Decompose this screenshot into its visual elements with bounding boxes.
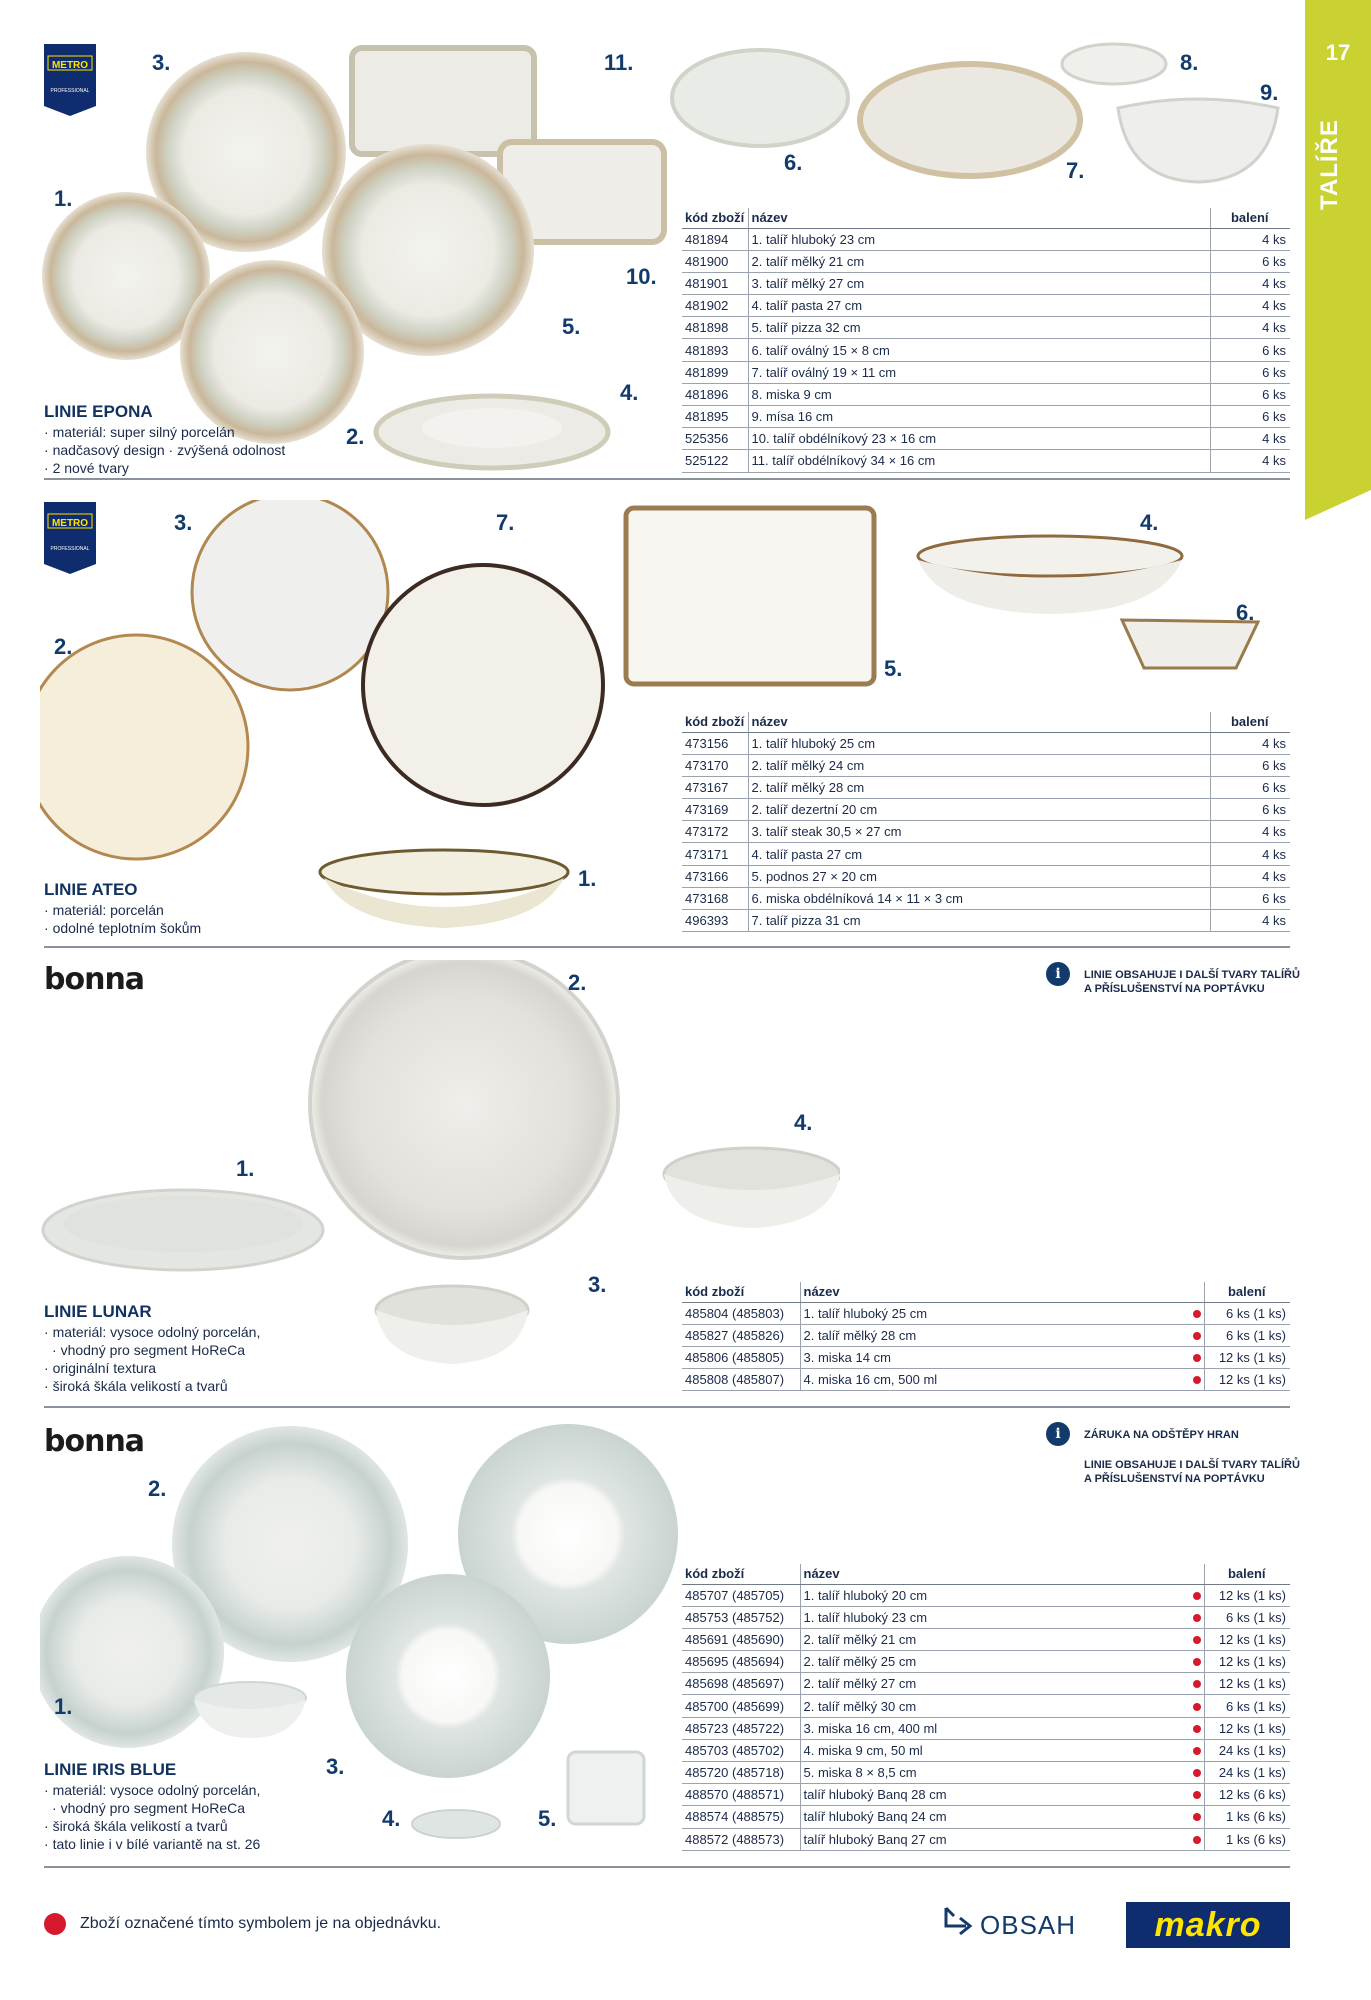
product-pack: 6 ks [1210,887,1290,909]
toc-arrow-icon [940,1904,976,1944]
product-pack: 6 ks [1210,754,1290,776]
table-row [682,865,1290,887]
product-code: 481898 [682,317,748,339]
product-pack: 4 ks [1210,272,1290,294]
product-name: 1. talíř hluboký 25 cm [748,732,1210,754]
order-dot [1190,1806,1205,1828]
table-row [682,317,1290,339]
epona-label-4: 4. [620,380,639,405]
product-pack: 4 ks [1210,295,1290,317]
epona-label-5: 5. [562,314,581,339]
product-code: 496393 [682,910,748,932]
order-dot [1190,1784,1205,1806]
product-code: 473172 [682,821,748,843]
epona-label-10: 10. [626,264,657,289]
table-row [682,1739,1290,1761]
product-name: 2. talíř mělký 21 cm [800,1628,1190,1650]
lunar-product-table [682,1282,1290,1391]
product-pack: 6 ks (1 ks) [1204,1302,1290,1324]
product-pack: 1 ks (6 ks) [1204,1806,1290,1828]
bonna-logo: bonna [44,962,145,997]
product-pack: 6 ks [1210,383,1290,405]
product-name: 3. talíř mělký 27 cm [748,272,1210,294]
product-code: 488570 (488571) [682,1784,800,1806]
epona-label-3: 3. [152,50,171,75]
footer-note: Zboží označené tímto symbolem je na objednávku. [80,1915,442,1932]
lunar-label-3: 3. [588,1272,607,1297]
product-code: 481900 [682,250,748,272]
section-divider [44,1406,1290,1408]
table-row [682,1628,1290,1650]
product-name: 7. talíř pizza 31 cm [748,910,1210,932]
feature-item: · vhodný pro segment HoReCa [44,1341,260,1359]
lunar-label-1: 1. [236,1156,255,1181]
product-name: 11. talíř obdélníkový 34 × 16 cm [748,450,1210,472]
product-pack: 12 ks (1 ks) [1204,1717,1290,1739]
table-row [682,887,1290,909]
col-pack-header: balení [1204,1282,1290,1302]
product-code: 481893 [682,339,748,361]
product-name: 1. talíř hluboký 25 cm [800,1302,1190,1324]
product-pack: 4 ks [1210,228,1290,250]
col-pack-header: balení [1204,1564,1290,1584]
table-row [682,1695,1290,1717]
section-divider [44,1866,1290,1868]
product-name: 2. talíř mělký 27 cm [800,1673,1190,1695]
order-dot [1190,1584,1205,1606]
product-pack: 4 ks [1210,428,1290,450]
feature-item: · materiál: super silný porcelán [44,423,285,441]
product-code: 485723 (485722) [682,1717,800,1739]
product-pack: 4 ks [1210,450,1290,472]
product-code: 481899 [682,361,748,383]
col-code-header: kód zboží [682,1282,800,1302]
iris-blue-features [44,1781,260,1853]
order-dot [1190,1606,1205,1628]
product-name: 7. talíř oválný 19 × 11 cm [748,361,1210,383]
product-code: 485703 (485702) [682,1739,800,1761]
epona-label-6: 6. [784,150,803,175]
epona-label-1: 1. [54,186,73,211]
col-pack-header: balení [1210,712,1290,732]
col-name-header: název [748,208,1210,228]
ateo-label-6: 6. [1236,600,1255,625]
ateo-label-4: 4. [1140,510,1159,535]
table-row [682,406,1290,428]
order-dot [1190,1302,1205,1324]
product-name: 1. talíř hluboký 23 cm [748,228,1210,250]
info-icon: i [1046,1422,1070,1446]
product-code: 485698 (485697) [682,1673,800,1695]
product-name: 4. talíř pasta 27 cm [748,295,1210,317]
table-row [682,450,1290,472]
ateo-features [44,901,201,937]
product-pack: 6 ks [1210,776,1290,798]
epona-label-2: 2. [346,424,365,449]
product-name: 4. miska 16 cm, 500 ml [800,1369,1190,1391]
section-divider [44,478,1290,480]
product-code: 488574 (488575) [682,1806,800,1828]
product-name: 6. miska obdélníková 14 × 11 × 3 cm [748,887,1210,909]
epona-label-8: 8. [1180,50,1199,75]
product-code: 485720 (485718) [682,1762,800,1784]
feature-item: · nadčasový design · zvýšená odolnost [44,441,285,459]
product-name: 4. miska 9 cm, 50 ml [800,1739,1190,1761]
product-name: 3. miska 16 cm, 400 ml [800,1717,1190,1739]
product-code: 473169 [682,799,748,821]
product-pack: 24 ks (1 ks) [1204,1762,1290,1784]
product-name: 5. miska 8 × 8,5 cm [800,1762,1190,1784]
epona-label-9: 9. [1260,80,1279,105]
epona-product-table [682,208,1290,473]
table-row [682,1369,1290,1391]
iris-blue-title: LINIE IRIS BLUE [44,1760,177,1779]
table-row [682,1324,1290,1346]
product-name: 1. talíř hluboký 23 cm [800,1606,1190,1628]
product-pack: 4 ks [1210,910,1290,932]
product-code: 481894 [682,228,748,250]
table-row [682,383,1290,405]
table-row [682,228,1290,250]
col-name-header: název [748,712,1210,732]
iris-label-4: 4. [382,1806,401,1831]
product-pack: 4 ks [1210,865,1290,887]
section-divider [44,946,1290,948]
order-dot [1190,1762,1205,1784]
product-name: talíř hluboký Banq 24 cm [800,1806,1190,1828]
product-pack: 12 ks (1 ks) [1204,1651,1290,1673]
product-pack: 12 ks (1 ks) [1204,1584,1290,1606]
order-dot [1190,1346,1205,1368]
table-row [682,1346,1290,1368]
product-name: 2. talíř dezertní 20 cm [748,799,1210,821]
product-name: 2. talíř mělký 24 cm [748,754,1210,776]
product-code: 485804 (485803) [682,1302,800,1324]
product-code: 481896 [682,383,748,405]
table-row [682,361,1290,383]
order-dot [1190,1651,1205,1673]
product-pack: 6 ks [1210,250,1290,272]
info-icon: i [1046,962,1070,986]
order-symbol-dot [44,1913,66,1935]
table-row [682,1651,1290,1673]
feature-item: · 2 nové tvary [44,459,285,477]
iris-blue-product-table [682,1564,1290,1851]
ateo-label-7: 7. [496,510,515,535]
category-label: TALÍŘE [1316,119,1343,211]
product-code: 485806 (485805) [682,1346,800,1368]
toc-link[interactable] [940,1904,1077,1944]
iris-label-3: 3. [326,1754,345,1779]
product-pack: 6 ks [1210,799,1290,821]
col-name-header: název [800,1282,1204,1302]
product-pack: 4 ks [1210,317,1290,339]
table-row [682,1584,1290,1606]
order-dot [1190,1739,1205,1761]
epona-label-7: 7. [1066,158,1085,183]
bonna-logo: bonna [44,1424,145,1459]
feature-item: · materiál: vysoce odolný porcelán, [44,1323,260,1341]
product-name: 8. miska 9 cm [748,383,1210,405]
table-row [682,910,1290,932]
toc-label: OBSAH [980,1910,1077,1940]
table-row [682,1717,1290,1739]
feature-item: · široká škála velikostí a tvarů [44,1377,260,1395]
product-code: 485691 (485690) [682,1628,800,1650]
epona-label-11: 11. [604,50,634,75]
product-name: 10. talíř obdélníkový 23 × 16 cm [748,428,1210,450]
product-code: 473170 [682,754,748,776]
iris-label-2: 2. [148,1476,167,1501]
iris-label-5: 5. [538,1806,557,1831]
order-dot [1190,1717,1205,1739]
table-row [682,1784,1290,1806]
feature-item: · materiál: porcelán [44,901,201,919]
product-code: 485753 (485752) [682,1606,800,1628]
table-row [682,1606,1290,1628]
product-code: 473171 [682,843,748,865]
product-code: 473168 [682,887,748,909]
category-tab [1305,0,1371,520]
col-name-header: název [800,1564,1204,1584]
ateo-title: LINIE ATEO [44,880,138,899]
product-code: 473156 [682,732,748,754]
order-dot [1190,1369,1205,1391]
iris-label-1: 1. [54,1694,73,1719]
product-pack: 4 ks [1210,732,1290,754]
product-name: 3. miska 14 cm [800,1346,1190,1368]
product-pack: 12 ks (6 ks) [1204,1784,1290,1806]
feature-item: · vhodný pro segment HoReCa [44,1799,260,1817]
product-name: 3. talíř steak 30,5 × 27 cm [748,821,1210,843]
table-row [682,339,1290,361]
product-name: 2. talíř mělký 25 cm [800,1651,1190,1673]
page-number: 17 [1325,40,1351,65]
order-dot [1190,1673,1205,1695]
ateo-label-1: 1. [578,866,597,891]
col-code-header: kód zboží [682,712,748,732]
product-pack: 4 ks [1210,821,1290,843]
product-code: 485707 (485705) [682,1584,800,1606]
product-pack: 6 ks (1 ks) [1204,1606,1290,1628]
product-pack: 12 ks (1 ks) [1204,1369,1290,1391]
product-name: 9. mísa 16 cm [748,406,1210,428]
table-row [682,776,1290,798]
metro-professional-logo: METRO PROFESSIONAL [44,44,96,116]
table-row [682,250,1290,272]
table-row [682,428,1290,450]
feature-item: · tato linie i v bílé variantě na st. 26 [44,1835,260,1853]
col-pack-header: balení [1210,208,1290,228]
product-pack: 12 ks (1 ks) [1204,1346,1290,1368]
table-row [682,821,1290,843]
ateo-product-table [682,712,1290,932]
product-name: talíř hluboký Banq 27 cm [800,1828,1190,1850]
epona-title: LINIE EPONA [44,402,153,421]
product-code: 525122 [682,450,748,472]
product-name: 2. talíř mělký 28 cm [800,1324,1190,1346]
order-dot [1190,1324,1205,1346]
product-code: 481895 [682,406,748,428]
table-row [682,799,1290,821]
table-row [682,1828,1290,1850]
product-code: 473166 [682,865,748,887]
table-row [682,754,1290,776]
ateo-label-3: 3. [174,510,193,535]
product-pack: 6 ks [1210,361,1290,383]
product-pack: 4 ks [1210,843,1290,865]
product-pack: 6 ks (1 ks) [1204,1324,1290,1346]
table-row [682,1762,1290,1784]
product-name: talíř hluboký Banq 28 cm [800,1784,1190,1806]
lunar-features [44,1323,260,1395]
table-row [682,1806,1290,1828]
table-row [682,732,1290,754]
order-dot [1190,1828,1205,1850]
feature-item: · originální textura [44,1359,260,1377]
product-name: 5. talíř pizza 32 cm [748,317,1210,339]
epona-features [44,423,285,477]
product-code: 473167 [682,776,748,798]
product-code: 488572 (488573) [682,1828,800,1850]
feature-item: · odolné teplotním šokům [44,919,201,937]
product-pack: 6 ks (1 ks) [1204,1695,1290,1717]
product-name: 5. podnos 27 × 20 cm [748,865,1210,887]
order-dot [1190,1628,1205,1650]
order-dot [1190,1695,1205,1717]
col-code-header: kód zboží [682,208,748,228]
lunar-label-2: 2. [568,970,587,995]
product-name: 6. talíř oválný 15 × 8 cm [748,339,1210,361]
ateo-label-5: 5. [884,656,903,681]
product-code: 481901 [682,272,748,294]
product-name: 1. talíř hluboký 20 cm [800,1584,1190,1606]
product-code: 481902 [682,295,748,317]
product-code: 525356 [682,428,748,450]
lunar-title: LINIE LUNAR [44,1302,152,1321]
product-code: 485808 (485807) [682,1369,800,1391]
product-pack: 6 ks [1210,339,1290,361]
product-name: 2. talíř mělký 28 cm [748,776,1210,798]
product-code: 485695 (485694) [682,1651,800,1673]
table-row [682,1302,1290,1324]
product-name: 4. talíř pasta 27 cm [748,843,1210,865]
product-pack: 6 ks [1210,406,1290,428]
product-code: 485700 (485699) [682,1695,800,1717]
product-pack: 24 ks (1 ks) [1204,1739,1290,1761]
col-code-header: kód zboží [682,1564,800,1584]
product-pack: 12 ks (1 ks) [1204,1628,1290,1650]
makro-logo: makro [1126,1902,1290,1948]
product-pack: 1 ks (6 ks) [1204,1828,1290,1850]
lunar-label-4: 4. [794,1110,813,1135]
metro-professional-logo: METRO PROFESSIONAL [44,502,96,574]
feature-item: · široká škála velikostí a tvarů [44,1817,260,1835]
product-code: 485827 (485826) [682,1324,800,1346]
table-row [682,295,1290,317]
product-name: 2. talíř mělký 30 cm [800,1695,1190,1717]
product-pack: 12 ks (1 ks) [1204,1673,1290,1695]
feature-item: · materiál: vysoce odolný porcelán, [44,1781,260,1799]
table-row [682,272,1290,294]
table-row [682,1673,1290,1695]
ateo-label-2: 2. [54,634,73,659]
product-name: 2. talíř mělký 21 cm [748,250,1210,272]
table-row [682,843,1290,865]
